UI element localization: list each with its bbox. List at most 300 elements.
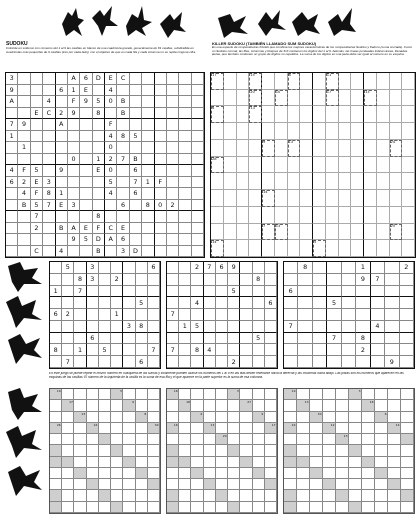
kakuro-cell[interactable] bbox=[401, 490, 414, 501]
kakuro-cell[interactable] bbox=[228, 412, 240, 423]
sudoku16-cell[interactable] bbox=[56, 73, 68, 85]
sudoku16-cell[interactable]: 4 bbox=[56, 246, 68, 258]
sudoku16-cell[interactable] bbox=[179, 234, 191, 246]
sudoku16-cell[interactable]: 2 bbox=[31, 223, 43, 235]
sudoku-small-cell[interactable] bbox=[111, 333, 123, 345]
sudoku-small-cell[interactable] bbox=[265, 309, 277, 321]
sudoku-small-cell[interactable] bbox=[228, 274, 240, 286]
sudoku16-cell[interactable] bbox=[130, 223, 142, 235]
sudoku16-cell[interactable]: 7 bbox=[31, 211, 43, 223]
sudoku16-cell[interactable] bbox=[68, 211, 80, 223]
sudoku-small-cell[interactable] bbox=[265, 356, 277, 368]
kakuro-cell[interactable] bbox=[323, 490, 336, 501]
killer-cell[interactable] bbox=[364, 190, 377, 207]
sudoku16-cell[interactable] bbox=[105, 200, 117, 212]
killer-cell[interactable] bbox=[377, 106, 390, 123]
killer-cell[interactable] bbox=[237, 123, 250, 140]
killer-cell[interactable] bbox=[326, 106, 339, 123]
sudoku16-cell[interactable] bbox=[167, 246, 179, 258]
killer-cell[interactable] bbox=[313, 106, 326, 123]
sudoku-small-cell[interactable] bbox=[136, 344, 148, 356]
killer-cell[interactable] bbox=[288, 207, 301, 224]
sudoku-small-cell[interactable]: 6 bbox=[265, 297, 277, 309]
sudoku16-cell[interactable] bbox=[18, 223, 30, 235]
kakuro-cell[interactable] bbox=[240, 412, 252, 423]
sudoku-small-cell[interactable] bbox=[123, 262, 135, 274]
sudoku16-cell[interactable]: E bbox=[105, 73, 117, 85]
kakuro-cell[interactable] bbox=[401, 400, 414, 411]
kakuro-cell[interactable] bbox=[228, 389, 240, 400]
killer-cell[interactable] bbox=[262, 157, 275, 174]
sudoku16-cell[interactable] bbox=[179, 188, 191, 200]
kakuro-cell[interactable] bbox=[191, 389, 203, 400]
killer-cell[interactable] bbox=[211, 73, 224, 90]
sudoku16-cell[interactable]: 8 bbox=[93, 211, 105, 223]
kakuro-cell[interactable] bbox=[167, 479, 179, 490]
sudoku16-cell[interactable] bbox=[167, 188, 179, 200]
sudoku16-cell[interactable] bbox=[31, 85, 43, 97]
sudoku16-cell[interactable]: 9 bbox=[68, 234, 80, 246]
sudoku-small-cell[interactable] bbox=[179, 297, 191, 309]
kakuro-cell[interactable] bbox=[323, 479, 336, 490]
killer-cell[interactable] bbox=[377, 73, 390, 90]
sudoku16-cell[interactable] bbox=[155, 154, 167, 166]
sudoku16-cell[interactable] bbox=[117, 85, 129, 97]
sudoku-small-cell[interactable] bbox=[356, 321, 370, 333]
sudoku16-cell[interactable] bbox=[155, 85, 167, 97]
kakuro-cell[interactable] bbox=[375, 412, 388, 423]
kakuro-cell[interactable] bbox=[336, 389, 349, 400]
sudoku16-cell[interactable] bbox=[6, 108, 18, 120]
kakuro-cell[interactable] bbox=[167, 468, 179, 479]
sudoku16-cell[interactable] bbox=[43, 119, 55, 131]
kakuro-cell[interactable] bbox=[204, 389, 216, 400]
killer-cell[interactable] bbox=[339, 123, 352, 140]
sudoku16-cell[interactable]: 3 bbox=[117, 246, 129, 258]
kakuro-cell[interactable] bbox=[204, 400, 216, 411]
kakuro-cell[interactable] bbox=[375, 490, 388, 501]
kakuro-cell[interactable] bbox=[148, 400, 160, 411]
kakuro-cell[interactable] bbox=[167, 400, 179, 411]
sudoku16-cell[interactable] bbox=[167, 119, 179, 131]
kakuro-cell[interactable] bbox=[228, 490, 240, 501]
killer-cell[interactable] bbox=[364, 106, 377, 123]
kakuro-cell[interactable] bbox=[191, 479, 203, 490]
sudoku-small-cell[interactable]: 7 bbox=[148, 344, 160, 356]
killer-cell[interactable] bbox=[351, 73, 364, 90]
killer-cell[interactable] bbox=[262, 207, 275, 224]
sudoku16-cell[interactable] bbox=[167, 131, 179, 143]
kakuro-cell[interactable] bbox=[87, 445, 99, 456]
sudoku-small-cell[interactable] bbox=[240, 286, 252, 298]
sudoku-small-cell[interactable]: 6 bbox=[284, 286, 298, 298]
sudoku-small-cell[interactable] bbox=[240, 274, 252, 286]
sudoku-small-cell[interactable] bbox=[228, 321, 240, 333]
kakuro-cell[interactable] bbox=[401, 434, 414, 445]
sudoku16-cell[interactable] bbox=[179, 165, 191, 177]
killer-cell[interactable] bbox=[275, 90, 288, 107]
sudoku-small-cell[interactable] bbox=[216, 297, 228, 309]
killer-cell[interactable] bbox=[249, 157, 262, 174]
kakuro-cell[interactable] bbox=[179, 423, 191, 434]
killer-cell[interactable] bbox=[211, 157, 224, 174]
sudoku16-cell[interactable] bbox=[93, 131, 105, 143]
killer-cell[interactable] bbox=[313, 140, 326, 157]
sudoku16-cell[interactable]: 4 bbox=[105, 188, 117, 200]
sudoku-small-cell[interactable]: 4 bbox=[204, 344, 216, 356]
kakuro-cell[interactable] bbox=[253, 434, 265, 445]
killer-cell[interactable] bbox=[339, 90, 352, 107]
killer-cell[interactable] bbox=[249, 73, 262, 90]
sudoku-small-cell[interactable] bbox=[298, 356, 312, 368]
sudoku16-cell[interactable]: 8 bbox=[43, 188, 55, 200]
sudoku-small-cell[interactable]: 6 bbox=[50, 309, 62, 321]
sudoku16-cell[interactable] bbox=[68, 188, 80, 200]
sudoku-small-cell[interactable] bbox=[298, 333, 312, 345]
sudoku16-cell[interactable] bbox=[80, 142, 92, 154]
sudoku-small-cell[interactable] bbox=[167, 286, 179, 298]
sudoku-small-cell[interactable]: 8 bbox=[74, 274, 86, 286]
kakuro-cell[interactable] bbox=[388, 434, 401, 445]
sudoku16-cell[interactable] bbox=[192, 73, 204, 85]
sudoku16-cell[interactable] bbox=[179, 119, 191, 131]
killer-cell[interactable] bbox=[288, 173, 301, 190]
kakuro-cell[interactable] bbox=[148, 412, 160, 423]
killer-cell[interactable] bbox=[377, 190, 390, 207]
sudoku16-cell[interactable] bbox=[192, 154, 204, 166]
kakuro-cell[interactable] bbox=[179, 479, 191, 490]
sudoku16-cell[interactable]: 0 bbox=[155, 200, 167, 212]
kakuro-cell[interactable] bbox=[111, 434, 123, 445]
kakuro-cell[interactable] bbox=[323, 502, 336, 513]
kakuro-cell[interactable] bbox=[297, 389, 310, 400]
killer-cell[interactable] bbox=[364, 224, 377, 241]
sudoku16-cell[interactable] bbox=[142, 85, 154, 97]
sudoku16-cell[interactable] bbox=[43, 142, 55, 154]
sudoku-small-cell[interactable] bbox=[265, 286, 277, 298]
sudoku16-cell[interactable] bbox=[155, 108, 167, 120]
sudoku16-cell[interactable] bbox=[167, 154, 179, 166]
sudoku-small-cell[interactable] bbox=[62, 344, 74, 356]
kakuro-cell[interactable] bbox=[136, 389, 148, 400]
sudoku-small-cell[interactable] bbox=[313, 297, 327, 309]
sudoku-small-cell[interactable] bbox=[111, 344, 123, 356]
sudoku16-cell[interactable] bbox=[18, 234, 30, 246]
kakuro-cell[interactable] bbox=[148, 490, 160, 501]
kakuro-cell[interactable] bbox=[74, 468, 86, 479]
sudoku-small-cell[interactable] bbox=[87, 321, 99, 333]
kakuro-cell[interactable] bbox=[240, 502, 252, 513]
kakuro-cell[interactable] bbox=[62, 412, 74, 423]
sudoku-small-cell[interactable] bbox=[313, 333, 327, 345]
sudoku16-cell[interactable] bbox=[167, 108, 179, 120]
killer-cell[interactable] bbox=[300, 73, 313, 90]
kakuro-cell[interactable] bbox=[148, 445, 160, 456]
kakuro-cell[interactable] bbox=[62, 490, 74, 501]
sudoku16-cell[interactable] bbox=[179, 108, 191, 120]
sudoku-small-cell[interactable]: 9 bbox=[356, 274, 370, 286]
sudoku16-cell[interactable]: C bbox=[43, 108, 55, 120]
sudoku16-cell[interactable]: 7 bbox=[117, 154, 129, 166]
kakuro-cell[interactable] bbox=[388, 502, 401, 513]
sudoku16-cell[interactable] bbox=[105, 108, 117, 120]
sudoku16-cell[interactable] bbox=[155, 246, 167, 258]
sudoku16-cell[interactable] bbox=[43, 85, 55, 97]
kakuro-cell[interactable] bbox=[310, 423, 323, 434]
kakuro-cell[interactable] bbox=[349, 434, 362, 445]
sudoku-small-cell[interactable] bbox=[136, 262, 148, 274]
killer-cell[interactable] bbox=[300, 207, 313, 224]
kakuro-cell[interactable] bbox=[136, 502, 148, 513]
kakuro-cell[interactable] bbox=[253, 423, 265, 434]
sudoku-small-cell[interactable] bbox=[99, 309, 111, 321]
kakuro-cell[interactable] bbox=[228, 434, 240, 445]
kakuro-cell[interactable] bbox=[375, 479, 388, 490]
sudoku-small-cell[interactable]: 7 bbox=[167, 309, 179, 321]
kakuro-cell[interactable] bbox=[179, 400, 191, 411]
sudoku-small-cell[interactable] bbox=[313, 274, 327, 286]
sudoku-small-cell[interactable] bbox=[253, 286, 265, 298]
kakuro-cell[interactable] bbox=[253, 468, 265, 479]
killer-cell[interactable] bbox=[313, 90, 326, 107]
sudoku-small-cell[interactable] bbox=[400, 286, 414, 298]
killer-cell[interactable] bbox=[313, 240, 326, 257]
sudoku-small-cell[interactable] bbox=[298, 309, 312, 321]
sudoku16-cell[interactable] bbox=[43, 154, 55, 166]
sudoku16-cell[interactable] bbox=[80, 131, 92, 143]
sudoku16-cell[interactable] bbox=[80, 188, 92, 200]
sudoku-small-cell[interactable] bbox=[240, 297, 252, 309]
kakuro-cell[interactable] bbox=[148, 468, 160, 479]
killer-cell[interactable] bbox=[351, 106, 364, 123]
kakuro-cell[interactable] bbox=[297, 445, 310, 456]
sudoku-small-cell[interactable] bbox=[216, 344, 228, 356]
kakuro-cell[interactable] bbox=[349, 400, 362, 411]
kakuro-cell[interactable] bbox=[50, 502, 62, 513]
killer-cell[interactable] bbox=[262, 90, 275, 107]
killer-cell[interactable] bbox=[262, 190, 275, 207]
sudoku16-cell[interactable]: 1 bbox=[18, 142, 30, 154]
sudoku16-cell[interactable] bbox=[155, 211, 167, 223]
kakuro-cell[interactable] bbox=[136, 490, 148, 501]
killer-cell[interactable] bbox=[224, 240, 237, 257]
sudoku16-cell[interactable]: B bbox=[93, 246, 105, 258]
killer-cell[interactable] bbox=[224, 123, 237, 140]
sudoku16-cell[interactable] bbox=[93, 142, 105, 154]
sudoku-small-cell[interactable] bbox=[62, 321, 74, 333]
sudoku-grid-small-2[interactable] bbox=[166, 261, 278, 369]
killer-cell[interactable] bbox=[351, 224, 364, 241]
kakuro-cell[interactable] bbox=[191, 502, 203, 513]
sudoku16-cell[interactable] bbox=[117, 119, 129, 131]
killer-cell[interactable] bbox=[275, 73, 288, 90]
sudoku16-cell[interactable]: 4 bbox=[6, 165, 18, 177]
sudoku16-cell[interactable]: F bbox=[68, 96, 80, 108]
killer-sudoku-grid[interactable] bbox=[210, 72, 416, 258]
sudoku16-cell[interactable]: 1 bbox=[93, 154, 105, 166]
sudoku-small-cell[interactable] bbox=[204, 356, 216, 368]
kakuro-cell[interactable] bbox=[111, 423, 123, 434]
sudoku-small-cell[interactable] bbox=[74, 262, 86, 274]
kakuro-cell[interactable] bbox=[62, 479, 74, 490]
sudoku-small-cell[interactable] bbox=[111, 321, 123, 333]
sudoku16-cell[interactable]: 4 bbox=[105, 85, 117, 97]
sudoku-small-cell[interactable]: 9 bbox=[385, 356, 399, 368]
killer-cell[interactable] bbox=[390, 123, 403, 140]
killer-cell[interactable] bbox=[237, 140, 250, 157]
sudoku16-cell[interactable]: 9 bbox=[18, 119, 30, 131]
killer-cell[interactable] bbox=[402, 157, 415, 174]
sudoku16-cell[interactable] bbox=[155, 96, 167, 108]
killer-cell[interactable] bbox=[402, 140, 415, 157]
sudoku-small-cell[interactable] bbox=[253, 297, 265, 309]
sudoku-small-cell[interactable] bbox=[385, 274, 399, 286]
sudoku16-cell[interactable] bbox=[68, 246, 80, 258]
kakuro-cell[interactable] bbox=[99, 423, 111, 434]
sudoku16-cell[interactable] bbox=[155, 234, 167, 246]
sudoku16-cell[interactable] bbox=[179, 211, 191, 223]
sudoku-small-cell[interactable] bbox=[74, 356, 86, 368]
sudoku16-cell[interactable] bbox=[179, 177, 191, 189]
killer-cell[interactable] bbox=[288, 106, 301, 123]
killer-cell[interactable] bbox=[326, 90, 339, 107]
killer-cell[interactable] bbox=[402, 123, 415, 140]
killer-cell[interactable] bbox=[249, 240, 262, 257]
kakuro-cell[interactable] bbox=[265, 434, 277, 445]
sudoku16-cell[interactable] bbox=[179, 85, 191, 97]
kakuro-cell[interactable] bbox=[401, 445, 414, 456]
kakuro-cell[interactable] bbox=[74, 490, 86, 501]
sudoku-small-cell[interactable] bbox=[327, 344, 341, 356]
killer-cell[interactable] bbox=[288, 140, 301, 157]
sudoku16-cell[interactable] bbox=[18, 131, 30, 143]
sudoku-small-cell[interactable] bbox=[284, 297, 298, 309]
sudoku16-cell[interactable] bbox=[31, 73, 43, 85]
kakuro-cell[interactable] bbox=[179, 457, 191, 468]
kakuro-cell[interactable] bbox=[136, 400, 148, 411]
sudoku-small-cell[interactable] bbox=[123, 297, 135, 309]
sudoku16-cell[interactable] bbox=[167, 96, 179, 108]
sudoku-small-cell[interactable]: 5 bbox=[136, 297, 148, 309]
sudoku-small-cell[interactable] bbox=[179, 262, 191, 274]
killer-cell[interactable] bbox=[288, 123, 301, 140]
kakuro-cell[interactable] bbox=[111, 457, 123, 468]
sudoku16-cell[interactable]: 0 bbox=[68, 154, 80, 166]
kakuro-cell[interactable] bbox=[136, 412, 148, 423]
sudoku16-cell[interactable]: F bbox=[93, 223, 105, 235]
sudoku-small-cell[interactable]: 2 bbox=[191, 262, 203, 274]
killer-cell[interactable] bbox=[300, 90, 313, 107]
sudoku16-cell[interactable] bbox=[142, 73, 154, 85]
killer-cell[interactable] bbox=[351, 123, 364, 140]
killer-cell[interactable] bbox=[211, 106, 224, 123]
sudoku-small-cell[interactable] bbox=[148, 309, 160, 321]
kakuro-cell[interactable] bbox=[310, 412, 323, 423]
sudoku-small-cell[interactable] bbox=[99, 286, 111, 298]
sudoku-small-cell[interactable] bbox=[327, 309, 341, 321]
sudoku-small-cell[interactable] bbox=[74, 309, 86, 321]
killer-cell[interactable] bbox=[326, 73, 339, 90]
killer-cell[interactable] bbox=[224, 224, 237, 241]
killer-cell[interactable] bbox=[351, 90, 364, 107]
sudoku-small-cell[interactable] bbox=[99, 262, 111, 274]
sudoku16-cell[interactable] bbox=[18, 246, 30, 258]
kakuro-cell[interactable] bbox=[336, 490, 349, 501]
sudoku-small-cell[interactable] bbox=[385, 309, 399, 321]
kakuro-cell[interactable] bbox=[111, 445, 123, 456]
sudoku16-cell[interactable]: F bbox=[18, 165, 30, 177]
sudoku16-cell[interactable]: 3 bbox=[6, 73, 18, 85]
sudoku-small-cell[interactable]: 9 bbox=[228, 262, 240, 274]
sudoku-small-cell[interactable] bbox=[342, 286, 356, 298]
sudoku16-cell[interactable] bbox=[192, 200, 204, 212]
killer-cell[interactable] bbox=[249, 190, 262, 207]
kakuro-cell[interactable] bbox=[87, 490, 99, 501]
sudoku-small-cell[interactable] bbox=[342, 356, 356, 368]
killer-cell[interactable] bbox=[364, 207, 377, 224]
kakuro-cell[interactable] bbox=[388, 479, 401, 490]
sudoku-small-cell[interactable] bbox=[167, 297, 179, 309]
kakuro-cell[interactable] bbox=[265, 490, 277, 501]
sudoku16-cell[interactable] bbox=[68, 177, 80, 189]
killer-cell[interactable] bbox=[211, 90, 224, 107]
killer-cell[interactable] bbox=[402, 73, 415, 90]
sudoku16-cell[interactable] bbox=[142, 96, 154, 108]
sudoku-small-cell[interactable] bbox=[400, 333, 414, 345]
sudoku-small-cell[interactable]: 3 bbox=[87, 262, 99, 274]
kakuro-cell[interactable] bbox=[349, 457, 362, 468]
sudoku-small-cell[interactable] bbox=[204, 286, 216, 298]
killer-cell[interactable] bbox=[339, 240, 352, 257]
sudoku16-cell[interactable]: E bbox=[93, 165, 105, 177]
sudoku-small-cell[interactable] bbox=[356, 309, 370, 321]
kakuro-cell[interactable] bbox=[167, 490, 179, 501]
kakuro-cell[interactable] bbox=[375, 468, 388, 479]
killer-cell[interactable] bbox=[402, 106, 415, 123]
kakuro-cell[interactable] bbox=[216, 457, 228, 468]
kakuro-cell[interactable] bbox=[123, 412, 135, 423]
sudoku16-cell[interactable]: 5 bbox=[105, 177, 117, 189]
sudoku16-cell[interactable]: 2 bbox=[18, 177, 30, 189]
sudoku16-cell[interactable]: B bbox=[117, 108, 129, 120]
sudoku-small-cell[interactable] bbox=[342, 297, 356, 309]
sudoku-small-cell[interactable] bbox=[123, 333, 135, 345]
sudoku16-cell[interactable] bbox=[93, 200, 105, 212]
kakuro-cell[interactable] bbox=[123, 389, 135, 400]
sudoku16-cell[interactable] bbox=[155, 165, 167, 177]
kakuro-cell[interactable] bbox=[216, 479, 228, 490]
kakuro-cell[interactable] bbox=[297, 468, 310, 479]
sudoku-small-cell[interactable] bbox=[313, 321, 327, 333]
kakuro-cell[interactable] bbox=[310, 400, 323, 411]
sudoku-small-cell[interactable] bbox=[356, 286, 370, 298]
sudoku-small-cell[interactable] bbox=[253, 321, 265, 333]
killer-cell[interactable] bbox=[275, 207, 288, 224]
kakuro-cell[interactable] bbox=[179, 445, 191, 456]
sudoku16-cell[interactable]: 8 bbox=[93, 108, 105, 120]
kakuro-cell[interactable] bbox=[265, 468, 277, 479]
kakuro-cell[interactable] bbox=[99, 389, 111, 400]
kakuro-cell[interactable] bbox=[362, 434, 375, 445]
sudoku-small-cell[interactable] bbox=[400, 297, 414, 309]
sudoku-small-cell[interactable]: 1 bbox=[50, 286, 62, 298]
kakuro-cell[interactable] bbox=[362, 445, 375, 456]
kakuro-cell[interactable] bbox=[228, 423, 240, 434]
sudoku-small-cell[interactable] bbox=[240, 333, 252, 345]
kakuro-cell[interactable] bbox=[228, 479, 240, 490]
sudoku-small-cell[interactable] bbox=[385, 286, 399, 298]
sudoku-small-cell[interactable] bbox=[216, 321, 228, 333]
